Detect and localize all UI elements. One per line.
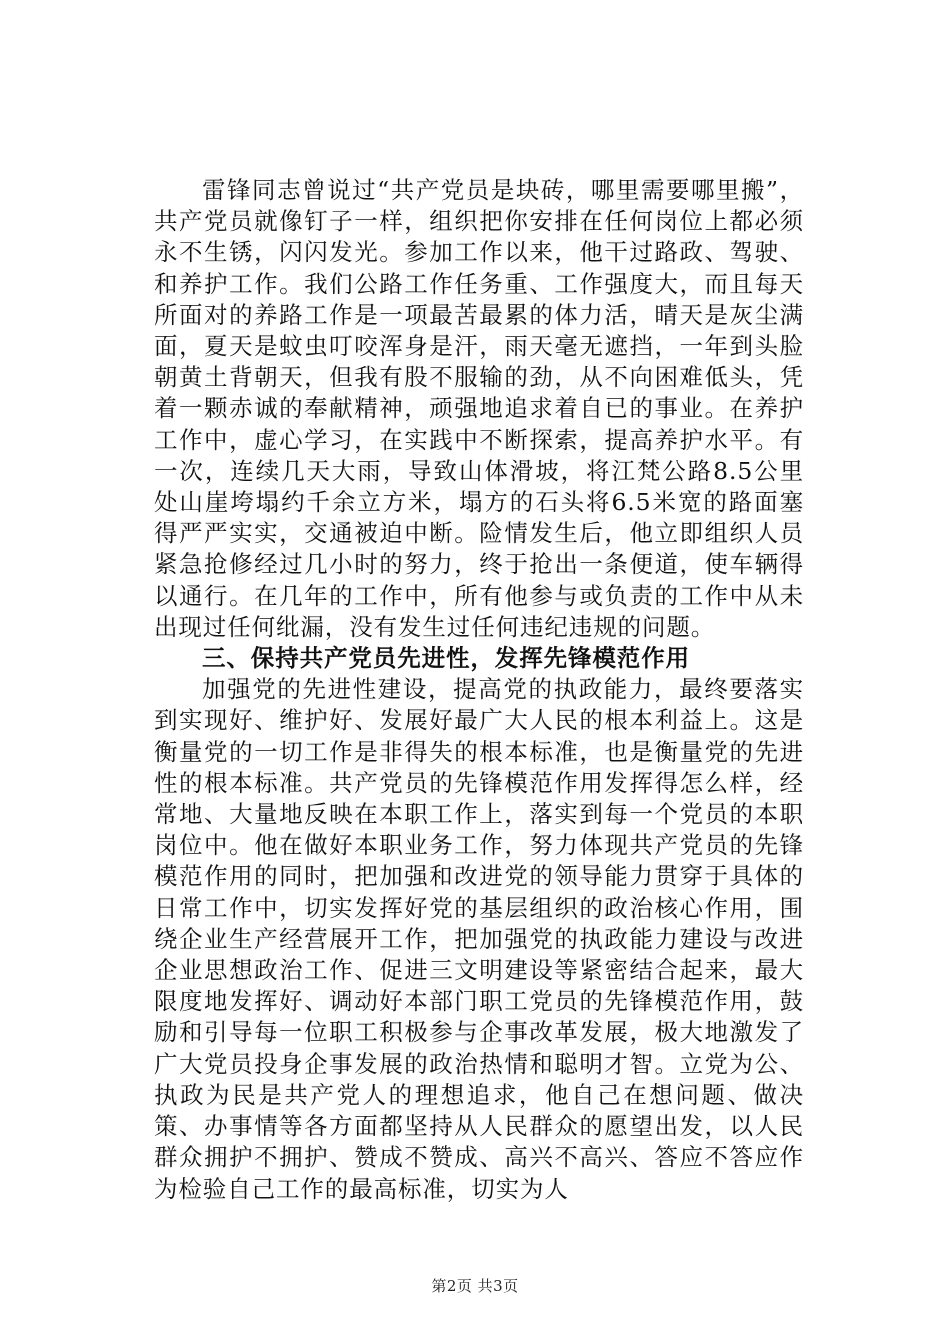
document-body [154, 175, 804, 1205]
body-paragraph: 加强党的先进性建设，提高党的执政能力，最终要落实到实现好、维护好、发展好最广大人民的根本利益上。这是衡量党的一切工作是非得失的根本标准，也是衡量党的先进性的根本标准。共产党员的先锋模范作用发挥得怎么样，经常地、大量地反映在本职工作上，落实到每一个党员的本职岗位中。他在做好本职业务工作，努力体现共产党员的先锋模范作用的同时，把加强和改进党的领导能力贯穿于具体的日常工作中，切实发挥好党的基层组织的政治核心作用，围绕企业生产经营展开工作，把加强党的执政能力建设与改进企业思想政治工作、促进三文明建设等紧密结合起来，最大限度地发挥好、调动好本部门职工党员的先锋模范作用，鼓励和引导每一位职工积极参与企事改革发展，极大地激发了广大党员投身企事发展的政治热情和聪明才智。立党为公、执政为民是共产党人的理想追求，他自己在想问题、做决策、办事情等各方面都坚持从人民群众的愿望出发，以人民群众拥护不拥护、赞成不赞成、高兴不高兴、答应不答应作为检验自己工作的最高标准，切实为人 [154, 675, 804, 1203]
body-paragraph: 雷锋同志曾说过“共产党员是块砖，哪里需要哪里搬”，共产党员就像钉子一样，组织把你安排在任何岗位上都必须永不生锈，闪闪发光。参加工作以来，他干过路政、驾驶、和养护工作。我们公路工作任务重、工作强度大，而且每天所面对的养路工作是一项最苦最累的体力活，晴天是灰尘满面，夏天是蚊虫叮咬浑身是汗，雨天毫无遮挡，一年到头脸朝黄土背朝天，但我有股不服输的劲，从不向困难低头，凭着一颗赤诚的奉献精神，顽强地追求着自已的事业。在养护工作中，虚心学习，在实践中不断探索，提高养护水平。有一次，连续几天大雨，导致山体滑坡，将江梵公路8.5公里处山崖垮塌约千余立方米，塌方的石头将6.5米宽的路面塞得严严实实，交通被迫中断。险情发生后，他立即组织人员紧急抢修经过几小时的努力，终于抢出一条便道，使车辆得以通行。在几年的工作中，所有他参与或负责的工作中从未出现过任何纰漏，没有发生过任何违纪违规的问题。 [154, 176, 804, 641]
section-heading: 三、保持共产党员先进性，发挥先锋模范作用 [202, 644, 690, 673]
page-footer: 第2页 共3页 [431, 1277, 519, 1295]
